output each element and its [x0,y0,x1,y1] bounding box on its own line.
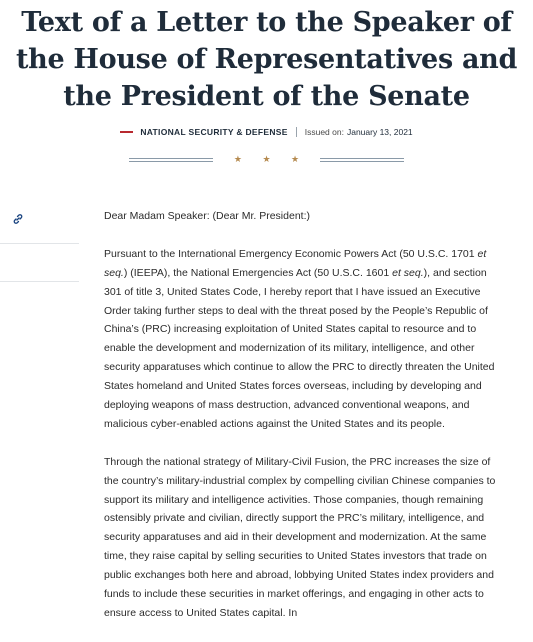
divider-stars: ★ ★ ★ [233,154,309,164]
divider-line [320,158,404,162]
title-line: the House of Representatives and [15,44,518,75]
link-icon[interactable] [12,213,24,225]
title-line: the President of the Senate [63,81,470,112]
category-link[interactable]: NATIONAL SECURITY & DEFENSE [140,127,288,137]
share-rule [0,243,79,244]
issued-date: January 13, 2021 [346,127,413,137]
divider-line [129,158,213,162]
salutation: Dear Madam Speaker: (Dear Mr. President:) [104,210,310,222]
letter-body [104,207,498,642]
paragraph: Pursuant to the International Emergency Economic Powers Act (50 U.S.C. 1701 et seq.) (IEEPA), the National Emergencies Act (50 U.S.C. 1601 et seq.), and section 301 of title 3, United States Code, I hereby report that I have issued an Executive Order taking further steps to deal with the threat posed by the People’s Republic of China’s (PRC) increasing exploitation of United States capital to resource and to enable the development and modernization of its military, intelligence, and other security apparatuses which continue to allow the PRC to directly threaten the United States homeland and United States forces overseas, including by developing and deploying weapons of mass destruction, advanced conventional weapons, and malicious cyber-enabled actions against the United States and its people. [104,247,495,430]
title-divider [0,154,533,165]
page-title [0,4,533,115]
article-meta [0,127,533,137]
accent-dash [120,131,133,133]
share-rule [0,281,79,282]
title-line: Text of a Letter to the Speaker of [21,7,512,38]
issued-label: Issued on: [304,127,344,137]
paragraph: Through the national strategy of Military-Civil Fusion, the PRC increases the size of the country’s military-industrial complex by compelling civilian Chinese companies to support its military and intelligence activities. Those companies, though remaining ostensibly private and civilian, directly support the PRC’s military, intelligence, and security apparatuses and aid in their development and modernization. At the same time, they raise capital by selling securities to United States investors that trade on public exchanges both here and abroad, lobbying United States index providers and funds to include these securities in market offerings, and engaging in other acts to ensure access to United States capital. In [104,455,496,619]
meta-separator [296,127,297,137]
